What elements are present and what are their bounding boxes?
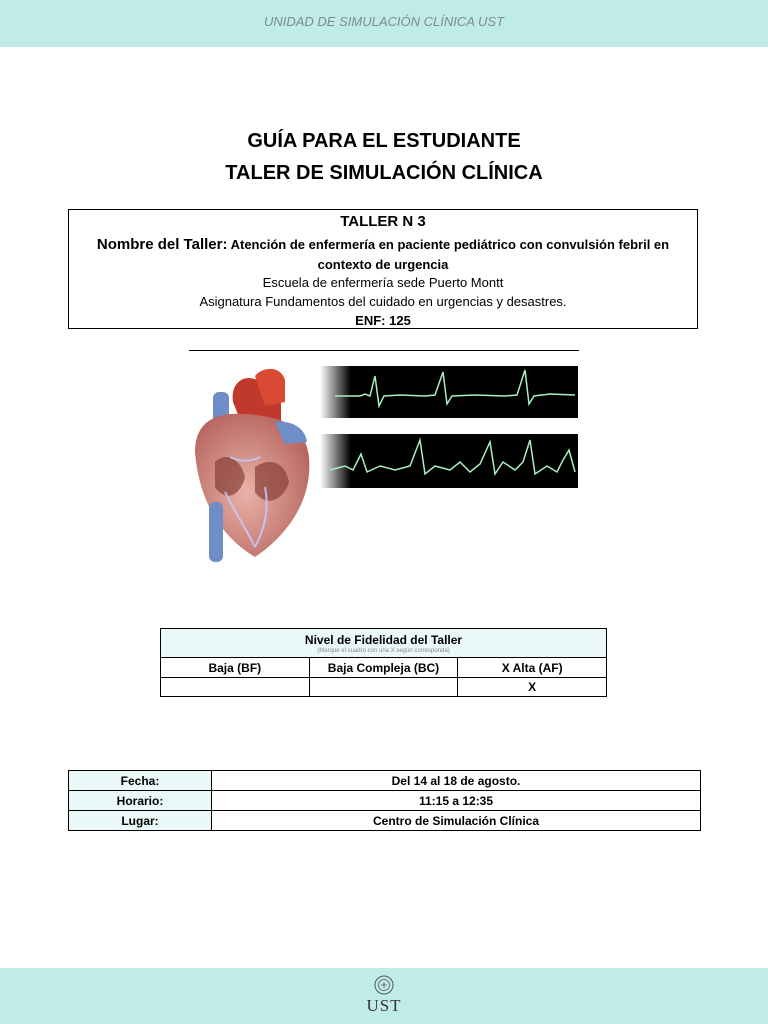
schedule-value-fecha: Del 14 al 18 de agosto. [212, 771, 701, 791]
fidelity-instruction: (Marque el cuadro con una X según corresponda) [317, 648, 450, 654]
workshop-subject: Asignatura Fundamentos del cuidado en urgencias y desastres. [199, 294, 567, 309]
header-institution: UNIDAD DE SIMULACIÓN CLÍNICA UST [263, 14, 505, 29]
workshop-name-line [69, 236, 697, 253]
fidelity-col-baja: Baja (BF) [161, 658, 310, 678]
workshop-name-value: Atención de enfermería en paciente pediátrico con convulsión febril en [230, 237, 670, 252]
workshop-number: TALLER N 3 [340, 213, 426, 230]
schedule-value-lugar: Centro de Simulación Clínica [212, 811, 701, 831]
workshop-name-value-2: contexto de urgencia [317, 257, 449, 272]
schedule-row [69, 811, 701, 831]
heart-ecg-illustration [185, 362, 585, 574]
fidelity-col-baja-compleja: Baja Compleja (BC) [309, 658, 458, 678]
ecg-strip-top [320, 366, 578, 418]
schedule-label-horario: Horario: [69, 791, 212, 811]
ust-logo-text: UST [366, 996, 402, 1015]
fidelity-title: Nivel de Fidelidad del Taller [304, 633, 463, 647]
fidelity-title-cell [161, 629, 607, 658]
fidelity-mark-baja[interactable] [161, 678, 310, 697]
workshop-school: Escuela de enfermería sede Puerto Montt [262, 275, 504, 290]
workshop-info-box [68, 209, 698, 329]
schedule-value-horario: 11:15 a 12:35 [212, 791, 701, 811]
schedule-row [69, 791, 701, 811]
schedule-label-lugar: Lugar: [69, 811, 212, 831]
schedule-table [68, 770, 701, 831]
fidelity-col-alta: X Alta (AF) [458, 658, 607, 678]
workshop-name-label: Nombre del Taller: [96, 236, 228, 253]
ust-seal-icon [372, 974, 396, 996]
schedule-label-fecha: Fecha: [69, 771, 212, 791]
ecg-strip-bottom [320, 434, 578, 488]
fidelity-mark-baja-compleja[interactable] [309, 678, 458, 697]
heart-icon [195, 369, 309, 562]
workshop-code: ENF: 125 [355, 313, 411, 328]
fidelity-mark-alta[interactable]: X [458, 678, 607, 697]
divider-line [189, 350, 579, 351]
page-subtitle: TALER DE SIMULACIÓN CLÍNICA [225, 162, 543, 184]
page-title: GUÍA PARA EL ESTUDIANTE [247, 130, 521, 152]
fidelity-columns-row [161, 658, 607, 678]
fidelity-table [160, 628, 607, 697]
schedule-row [69, 771, 701, 791]
fidelity-marks-row [161, 678, 607, 697]
fidelity-header-row [161, 629, 607, 658]
